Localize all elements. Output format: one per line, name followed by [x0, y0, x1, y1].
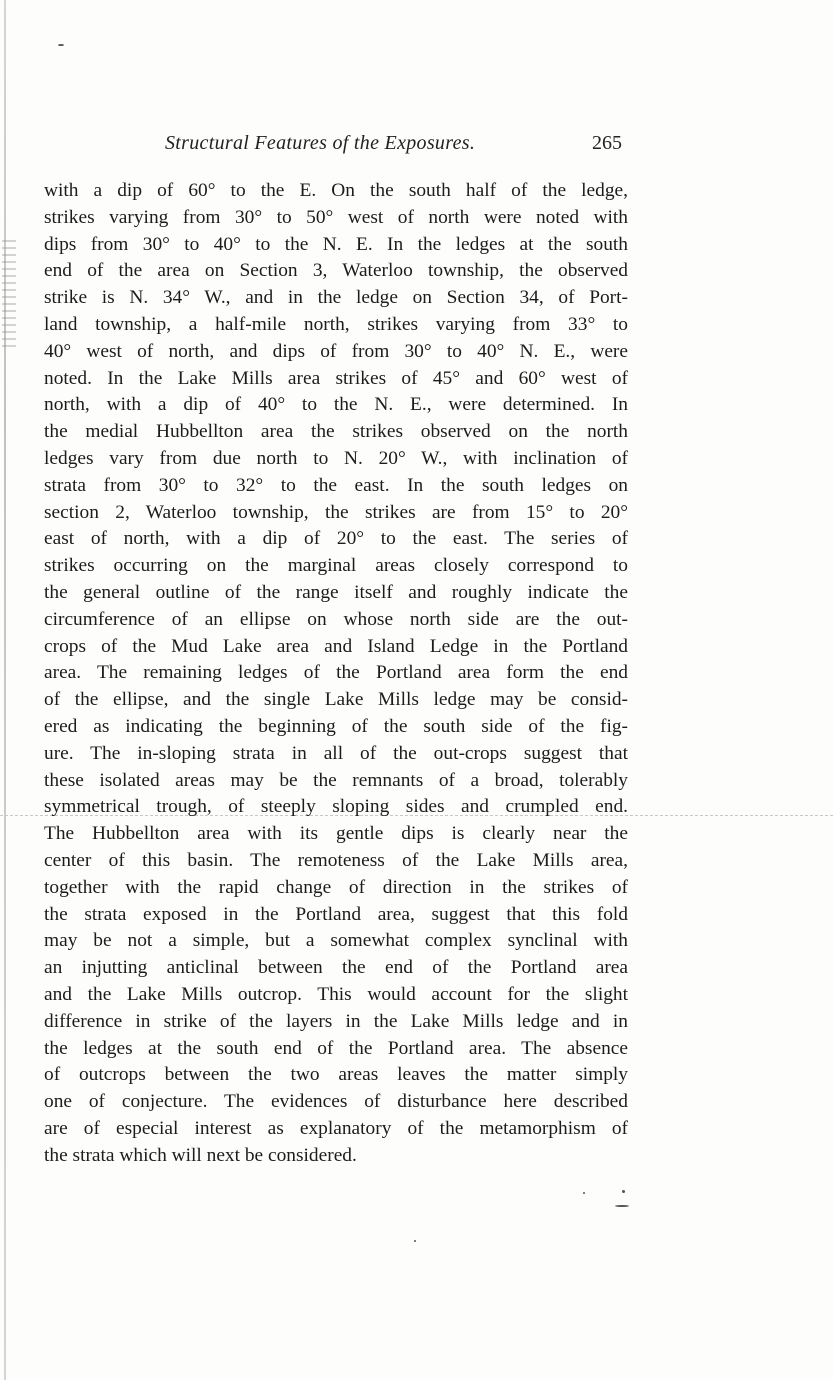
text-line: the ledges at the south end of the Portland area. The absence	[44, 1037, 628, 1059]
text-line: east of north, with a dip of 20° to the east. The series of	[44, 528, 628, 550]
text-line: one of conjecture. The evidences of disturbance here described	[44, 1091, 628, 1113]
text-line: together with the rapid change of direction in the strikes of	[44, 876, 628, 898]
text-line: and the Lake Mills outcrop. This would account for the slight	[44, 983, 628, 1005]
text-line: may be not a simple, but a somewhat complex synclinal with	[44, 930, 628, 952]
ink-speck	[622, 1190, 625, 1193]
ink-speck	[615, 1205, 629, 1207]
text-line: these isolated areas may be the remnants of a broad, tolerably	[44, 769, 628, 791]
text-line: strikes varying from 30° to 50° west of north were noted with	[44, 206, 628, 228]
text-line: circumference of an ellipse on whose north side are the out-	[44, 608, 628, 630]
text-line: strikes occurring on the marginal areas closely correspond to	[44, 555, 628, 577]
binding-marks	[2, 240, 16, 350]
text-line: land township, a half-mile north, strikes varying from 33° to	[44, 313, 628, 335]
text-line: section 2, Waterloo township, the strikes are from 15° to 20°	[44, 501, 628, 523]
text-line: strike is N. 34° W., and in the ledge on Section 34, of Port-	[44, 287, 628, 309]
ink-speck	[58, 44, 64, 46]
text-line: ered as indicating the beginning of the south side of the fig-	[44, 715, 628, 737]
text-line: the general outline of the range itself and roughly indicate the	[44, 581, 628, 603]
text-line: symmetrical trough, of steeply sloping sides and crumpled end.	[44, 796, 628, 818]
text-line: the medial Hubbellton area the strikes observed on the north	[44, 421, 628, 443]
text-line: north, with a dip of 40° to the N. E., were determined. In	[44, 394, 628, 416]
text-line: the strata exposed in the Portland area, suggest that this fold	[44, 903, 628, 925]
ink-speck	[583, 1192, 585, 1194]
text-line: strata from 30° to 32° to the east. In the south ledges on	[44, 474, 628, 496]
page-number: 265	[592, 132, 622, 154]
text-line: difference in strike of the layers in the Lake Mills ledge and in	[44, 1010, 628, 1032]
ink-speck	[414, 1240, 416, 1242]
text-line: the strata which will next be considered.	[44, 1144, 357, 1166]
text-line: end of the area on Section 3, Waterloo township, the observed	[44, 260, 628, 282]
text-line: ure. The in-sloping strata in all of the out-crops suggest that	[44, 742, 628, 764]
text-line: 40° west of north, and dips of from 30° to 40° N. E., were	[44, 340, 628, 362]
body-paragraph	[44, 178, 628, 1169]
text-line: of the ellipse, and the single Lake Mills ledge may be consid-	[44, 689, 628, 711]
page-left-edge	[4, 0, 6, 1380]
text-line: dips from 30° to 40° to the N. E. In the ledges at the south	[44, 233, 628, 255]
text-line: crops of the Mud Lake area and Island Ledge in the Portland	[44, 635, 628, 657]
text-line: center of this basin. The remoteness of the Lake Mills area,	[44, 849, 628, 871]
text-line: of outcrops between the two areas leaves the matter simply	[44, 1064, 628, 1086]
text-line: are of especial interest as explanatory of the metamorphism of	[44, 1117, 628, 1139]
text-line: The Hubbellton area with its gentle dips is clearly near the	[44, 823, 628, 845]
page-header	[0, 132, 833, 160]
text-line: noted. In the Lake Mills area strikes of 45° and 60° west of	[44, 367, 628, 389]
text-line: ledges vary from due north to N. 20° W., with inclination of	[44, 447, 628, 469]
text-line: an injutting anticlinal between the end of the Portland area	[44, 957, 628, 979]
running-title: Structural Features of the Exposures.	[165, 132, 476, 154]
text-line: with a dip of 60° to the E. On the south half of the ledge,	[44, 180, 628, 201]
text-line: area. The remaining ledges of the Portland area form the end	[44, 662, 628, 684]
